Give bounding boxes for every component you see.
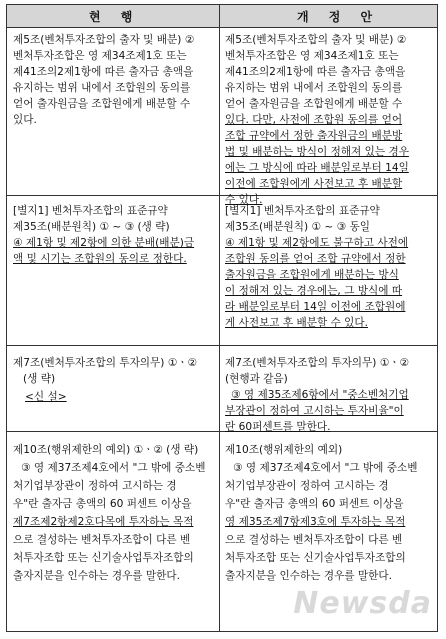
text-line: 있다. bbox=[13, 114, 37, 126]
text-line: 얻어 출자원금을 조합원에게 배분할 수 bbox=[225, 98, 403, 110]
row-divider bbox=[7, 345, 437, 346]
underlined-text-line: 제7조제2항제2호다목에 투자하는 목적 bbox=[13, 516, 194, 528]
row4-current-cell bbox=[13, 441, 205, 585]
amendment-comparison-table bbox=[6, 4, 438, 632]
text-line: 제7조(벤처투자조합의 투자의무) ①ㆍ② bbox=[225, 357, 410, 369]
text-line: 제5조(벤처투자조합의 출자 및 배분) ② bbox=[13, 34, 195, 46]
text-line: ③ 영 제37조제4호에서 "그 밖에 중소벤 bbox=[233, 462, 418, 474]
table-header bbox=[7, 5, 437, 28]
text-line: 제5조(벤처투자조합의 출자 및 배분) ② bbox=[225, 34, 407, 46]
text-line: 처기업부장관이 정하여 고시하는 경 bbox=[225, 480, 389, 492]
amended-text-line: 조합 규약에서 정한 출자원금의 배분방 bbox=[225, 130, 403, 142]
amended-text-line: ④ 제1항 및 제2항에도 불구하고 사전에 bbox=[225, 237, 409, 249]
text-line: 우"란 출자금 총액의 60 퍼센트 이상을 bbox=[13, 498, 192, 510]
row3-amended-cell bbox=[225, 355, 409, 435]
amended-text-line: 이 정해져 있는 경우에는, 그 방식에 따 bbox=[225, 285, 403, 297]
text-line: 제35조(배분원칙) ① ~ ③ 동일 bbox=[225, 221, 370, 233]
text-line: 벤처투자조합은 영 제34조제1호 또는 bbox=[225, 50, 399, 62]
amended-text-line: 이전에 조합원에게 사전보고 후 배분할 bbox=[225, 178, 403, 190]
row1-current-cell bbox=[13, 32, 194, 128]
text-line: ③ 영 제37조제4호에서 "그 밖에 중소벤 bbox=[21, 462, 206, 474]
amended-text-line: 조합원 동의를 얻어 조합 규약에서 정한 bbox=[225, 253, 406, 265]
amended-text-line: 에는 그 방식에 따라 배분일로부터 14일 bbox=[225, 162, 409, 174]
text-line: 제7조(벤처투자조합의 투자의무) ①ㆍ② bbox=[13, 357, 198, 369]
text-line: 제41조의2제1항에 따른 출자금 총액을 bbox=[225, 66, 406, 78]
underlined-text-line: ④ 제1항 및 제2항에 의한 분배(배분)금 bbox=[13, 237, 195, 249]
text-line: 벤처투자조합은 영 제34조제1호 또는 bbox=[13, 50, 187, 62]
amended-text-line: 수 있다. bbox=[225, 194, 263, 206]
row2-amended-cell bbox=[225, 203, 408, 331]
row1-amended-cell bbox=[225, 32, 409, 208]
text-line: 제35조(배분원칙) ① ~ ③ (생 략) bbox=[13, 221, 170, 233]
amended-text-line: ③ 영 제35조제6항에서 "중소벤처기업 bbox=[231, 389, 409, 401]
header-amended: 개 정 안 bbox=[297, 10, 381, 24]
text-line: 으로 결성하는 벤처투자조합이 다른 벤 bbox=[13, 534, 191, 546]
column-divider bbox=[219, 5, 220, 631]
text-line: 으로 결성하는 벤처투자조합이 다른 벤 bbox=[225, 534, 403, 546]
amended-text-line: 출자원금을 조합원에게 배분하는 방식 bbox=[225, 269, 399, 281]
text-line: 출자지분을 인수하는 경우를 말한다. bbox=[225, 570, 392, 582]
text-line: 얻어 출자원금을 조합원에게 배분할 수 bbox=[13, 98, 191, 110]
text-line: 우"란 출자금 총액의 60 퍼센트 이상을 bbox=[225, 498, 404, 510]
underlined-text-line: 액 및 시기는 조합원의 동의로 정한다. bbox=[13, 253, 187, 265]
text-line: 처투자조합 또는 신기술사업투자조합의 bbox=[225, 552, 406, 564]
amended-text-line: 법 및 배분하는 방식이 정해져 있는 경우 bbox=[225, 146, 409, 158]
new-clause-marker: <신 설> bbox=[25, 391, 67, 403]
text-line: [별지1] 벤처투자조합의 표준규약 bbox=[225, 205, 380, 217]
text-line: (생 략) bbox=[23, 373, 56, 385]
amended-text-line: 있다. 다만, 사전에 조합원 동의를 얻어 bbox=[225, 114, 403, 126]
text-line: 제41조의2제1항에 따른 출자금 총액을 bbox=[13, 66, 194, 78]
amended-text-line: 게 사전보고 후 배분할 수 있다. bbox=[225, 317, 369, 329]
text-line: 제10조(행위제한의 예외) bbox=[225, 444, 343, 456]
text-line: 제10조(행위제한의 예외) ①ㆍ② (생 략) bbox=[13, 444, 199, 456]
amended-text-line: 영 제35조제7항제3호에 투자하는 목적 bbox=[225, 516, 406, 528]
row4-amended-cell bbox=[225, 441, 417, 585]
text-line: 유지하는 범위 내에서 조합원의 동의를 bbox=[225, 82, 403, 94]
row3-current-cell bbox=[13, 355, 197, 405]
text-line: 출자지분을 인수하는 경우를 말한다. bbox=[13, 570, 180, 582]
text-line: (현행과 같음) bbox=[225, 373, 288, 385]
amended-text-line: 부장관이 정하여 고시하는 투자비율"이 bbox=[225, 405, 404, 417]
text-line: 처기업부장관이 정하여 고시하는 경 bbox=[13, 480, 177, 492]
row2-current-cell bbox=[13, 203, 194, 267]
amended-text-line: 란 60퍼센트를 말한다. bbox=[225, 421, 331, 433]
header-current: 현 행 bbox=[89, 10, 141, 24]
text-line: 처투자조합 또는 신기술사업투자조합의 bbox=[13, 552, 194, 564]
newsda-watermark: Newsda bbox=[293, 586, 432, 621]
text-line: [별지1] 벤처투자조합의 표준규약 bbox=[13, 205, 168, 217]
text-line: 유지하는 범위 내에서 조합원의 동의를 bbox=[13, 82, 191, 94]
amended-text-line: 라 배분일로부터 14일 이전에 조합원에 bbox=[225, 301, 406, 313]
